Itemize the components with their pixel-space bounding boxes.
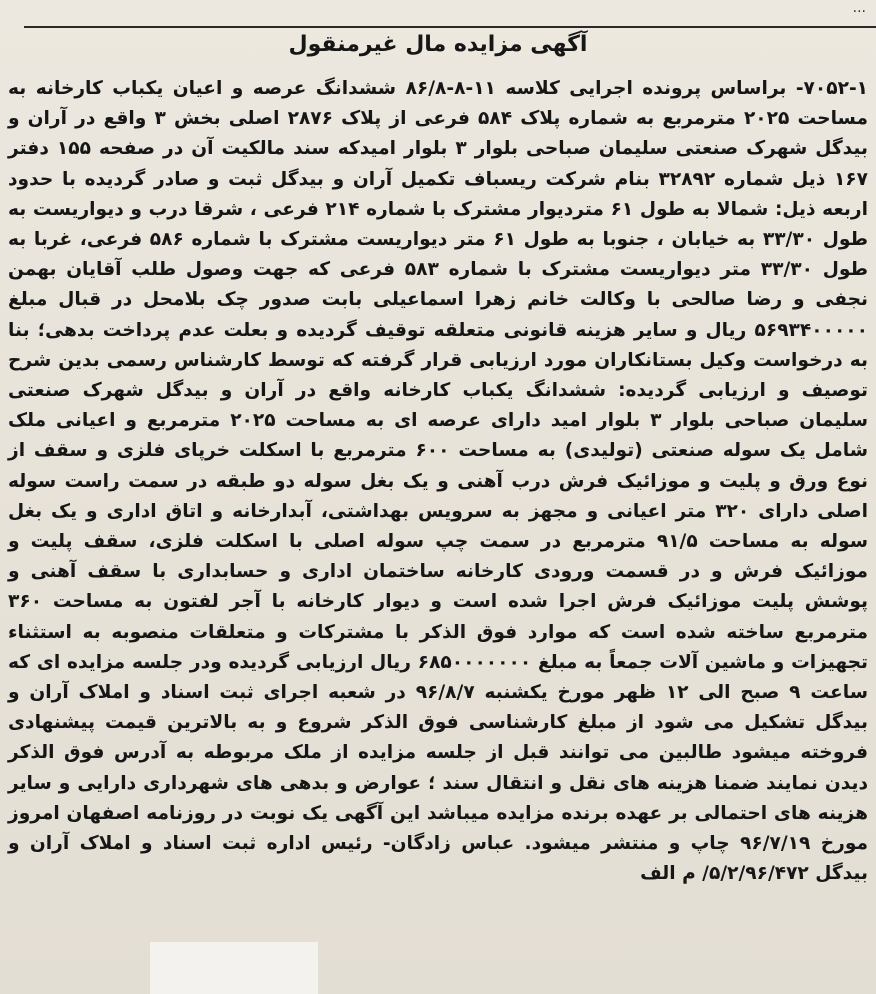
notice-title: آگهی مزایده مال غیرمنقول [288, 32, 588, 57]
cropped-header-text: ... [852, 0, 866, 16]
notice-body: ۷۰۵۲-۱- براساس پرونده اجرایی کلاسه ۱۱-۸-۸۶/۸ ششدانگ عرصه و اعیان یکباب کارخانه به مساحت ۲۰۲۵ مترمربع به شماره پلاک ۵۸۴ فرعی از پلاک ۲۸۷۶ اصلی بخش ۳ واقع در آران و بیدگل شهرک صنعتی سلیمان صباحی بلوار ۳ بلوار امیدکه سند مالکیت آن در صفحه ۱۵۵ دفتر ۱۶۷ ذیل شماره ۳۲۸۹۲ بنام شرکت ریسباف تکمیل آران و بیدگل ثبت و صادر گردیده با حدود اربعه ذیل: شمالا به طول ۶۱ متردیوار مشترک با شماره ۲۱۴ فرعی ، شرقا درب و دیواریست به طول ۳۳/۳۰ به خیابان ، جنوبا به طول ۶۱ متر دیواریست مشترک با شماره ۵۸۶ فرعی، غربا به طول ۳۳/۳۰ متر دیواریست مشترک با شماره ۵۸۳ فرعی که جهت وصول طلب آقایان بهمن نجفی و رضا صالحی با وکالت خانم زهرا اسماعیلی بابت صدور چک بلامحل در قبال مبلغ ۵۶۹۳۴۰۰۰۰۰ ریال و سایر هزینه قانونی متعلقه توقیف گردیده و بعلت عدم پرداخت بدهی؛ بنا به درخواست وکیل بستانکاران مورد ارزیابی قرار گرفته که توسط کارشناس رسمی بدین شرح توصیف و ارزیابی گردیده: ششدانگ یکباب کارخانه واقع در آران و بیدگل شهرک صنعتی سلیمان صباحی بلوار ۳ بلوار امید دارای عرصه ای به مساحت ۲۰۲۵ مترمربع و اعیانی ملک شامل یک سوله صنعتی (تولیدی) به مساحت ۶۰۰ مترمربع با اسکلت خرپای فلزی و سقف از نوع ورق و پلیت و موزائیک فرش درب آهنی و یک بغل سوله دو طبقه در سمت راست سوله اصلی دارای ۳۲۰ متر اعیانی و مجهز به سرویس بهداشتی، آبدارخانه و اتاق اداری و یک بغل سوله به مساحت ۹۱/۵ مترمربع در سمت چپ سوله اصلی با اسکلت فلزی، سقف پلیت و موزائیک فرش و در قسمت ورودی کارخانه ساختمان اداری و حسابداری با سقف آهنی و پوشش پلیت موزائیک فرش اجرا شده است و دیوار کارخانه با آجر لفتون به مساحت ۳۶۰ مترمربع ساخته شده است که موارد فوق الذکر با مشترکات و متعلقات منصوبه به استثناء تجهیزات و ماشین آلات جمعاً به مبلغ ۶۸۵۰۰۰۰۰۰۰ ریال ارزیابی گردیده ودر جلسه مزایده ای که ساعت ۹ صبح الی ۱۲ ظهر مورخ یکشنبه ۹۶/۸/۷ در شعبه اجرای ثبت اسناد و املاک آران و بیدگل تشکیل می شود از مبلغ کارشناسی فوق الذکر شروع و به بالاترین قیمت پیشنهادی فروخته میشود طالبین می توانند قبل از جلسه مزایده از ملک مربوطه به آدرس فوق الذکر دیدن نمایند ضمنا هزینه های نقل و انتقال سند ؛ عوارض و بدهی های شهرداری دارایی و سایر هزینه های احتمالی بر عهده برنده مزایده میباشد این آگهی یک نوبت در روزنامه اصفهان امروز مورخ ۹۶/۷/۱۹ چاپ و منتشر میشود. عباس زادگان- رئیس اداره ثبت اسناد و املاک آران و بیدگل ۵/۲/۹۶/۴۷۲/ م الف [8, 78, 869, 885]
top-divider [24, 26, 876, 28]
photo-patch [150, 942, 318, 994]
